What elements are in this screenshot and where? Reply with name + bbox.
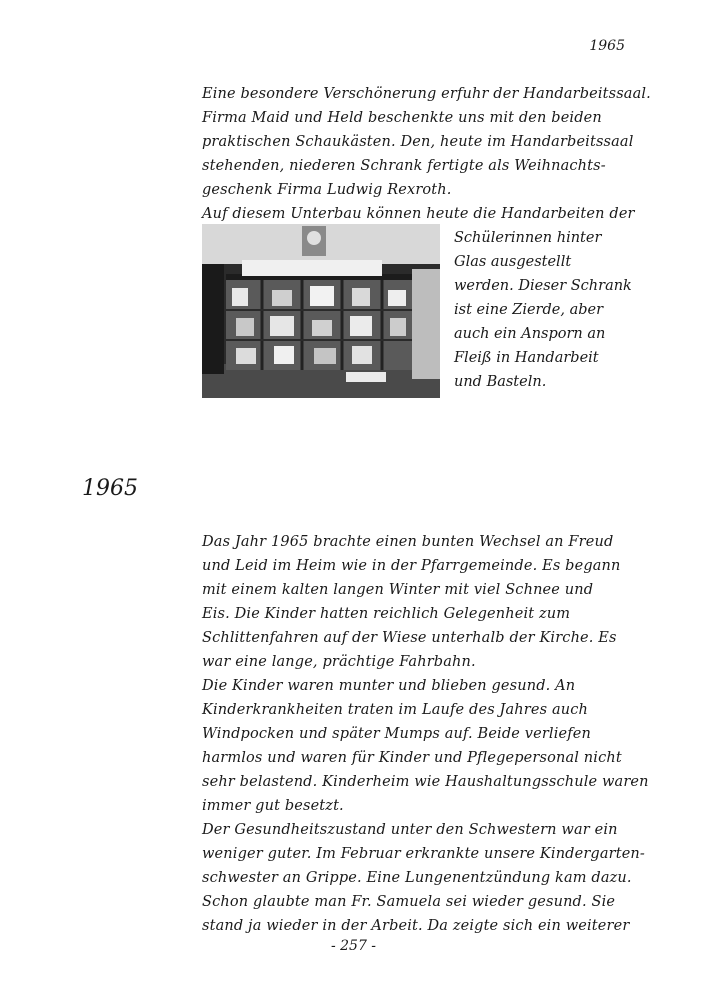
display-cabinet-photo [202, 224, 440, 398]
body-line: schwester an Grippe. Eine Lungenentzündung kam dazu. [202, 870, 632, 886]
body-line: Eis. Die Kinder hatten reichlich Gelegenheit zum [202, 606, 571, 622]
photo-caption-line: Glas ausgestellt [454, 254, 572, 270]
intro-line: praktischen Schaukästen. Den, heute im Handarbeitssaal [202, 134, 634, 150]
photo-caption-line: Fleiß in Handarbeit [454, 350, 599, 366]
body-line: weniger guter. Im Februar erkrankte unsere Kindergarten- [202, 846, 645, 862]
body-line: Das Jahr 1965 brachte einen bunten Wechsel an Freud [202, 534, 614, 550]
intro-line: Eine besondere Verschönerung erfuhr der Handarbeitssaal. [202, 86, 651, 102]
intro-line: Firma Maid und Held beschenkte uns mit den beiden [202, 110, 602, 126]
body-line: mit einem kalten langen Winter mit viel Schnee und [202, 582, 594, 598]
body-line: immer gut besetzt. [202, 798, 344, 814]
body-line: Schon glaubte man Fr. Samuela sei wieder gesund. Sie [202, 894, 616, 910]
intro-line: stehenden, niederen Schrank fertigte als Weihnachts- [202, 158, 606, 174]
header-year: 1965 [589, 38, 625, 54]
body-line: und Leid im Heim wie in der Pfarrgemeinde. Es begann [202, 558, 621, 574]
body-line: sehr belastend. Kinderheim wie Haushaltungsschule waren [202, 774, 649, 790]
intro-line: Auf diesem Unterbau können heute die Handarbeiten der [202, 206, 635, 222]
section-year-heading: 1965 [82, 476, 138, 501]
photo-caption-line: Schülerinnen hinter [454, 230, 602, 246]
body-line: Der Gesundheitszustand unter den Schwestern war ein [202, 822, 618, 838]
body-line: Die Kinder waren munter und blieben gesund. An [202, 678, 576, 694]
body-line: Schlittenfahren auf der Wiese unterhalb der Kirche. Es [202, 630, 617, 646]
body-line: Kinderkrankheiten traten im Laufe des Jahres auch [202, 702, 588, 718]
display-cabinet-illustration [202, 224, 440, 398]
intro-line: geschenk Firma Ludwig Rexroth. [202, 182, 452, 198]
page-number: - 257 - [330, 938, 377, 954]
body-line: stand ja wieder in der Arbeit. Da zeigte sich ein weiterer [202, 918, 630, 934]
photo-caption-line: auch ein Ansporn an [454, 326, 606, 342]
body-line: war eine lange, prächtige Fahrbahn. [202, 654, 476, 670]
photo-caption-line: ist eine Zierde, aber [454, 302, 604, 318]
body-line: Windpocken und später Mumps auf. Beide verliefen [202, 726, 591, 742]
photo-caption-line: und Basteln. [454, 374, 547, 390]
photo-caption-line: werden. Dieser Schrank [454, 278, 632, 294]
body-line: harmlos und waren für Kinder und Pflegepersonal nicht [202, 750, 622, 766]
